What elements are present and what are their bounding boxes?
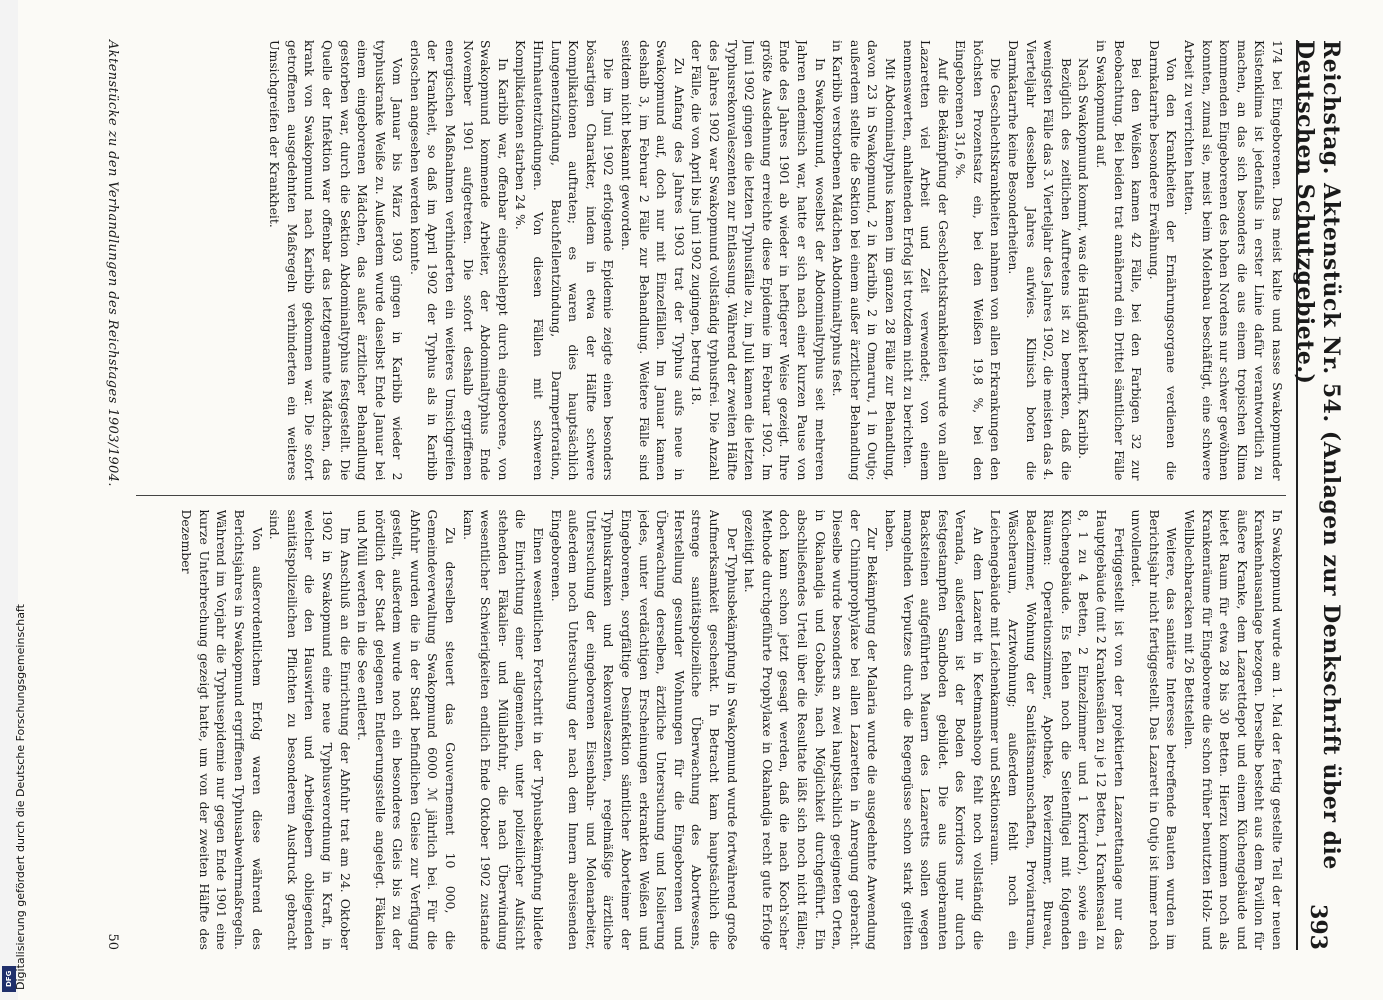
- paragraph: Weitere, das sanitäre Interesse betreffende Bauten wurden im Berichtsjahr nicht fertiggestellt. Das Lazarett in Outjo ist immer noch unvollendet.: [1129, 509, 1180, 950]
- paragraph: An dem Lazarett in Keetmanshoop fehlt noch vollständig die Veranda, außerdem ist der Boden des Korridors nur durch festgestampften Sandboden gebildet. Die aus ungebrannten Backsteinen aufgeführten Mauern des Lazaretts sollen wegen mangelnden Verputzes durch die Regengüsse schon stark gelitten haben.: [882, 509, 986, 950]
- right-column: [136, 510, 1286, 951]
- paragraph: Von außerordentlichem Erfolg waren diese während des Berichtsjahres in Swakopmund ergriffenen Typhusabwehrmaßregeln. Während im Vorjahr die Typhusepidemie nur gegen Ende 1901 eine kurze Unterbrechung gezeigt hatte, um von der zweiten Hälfte des Dezember: [179, 509, 265, 950]
- dfg-logo: DFG: [2, 966, 16, 992]
- digitization-credit-strip: [0, 0, 27, 1000]
- paragraph: Der Typhusbekämpfung in Swakopmund wurde fortwährend große Aufmerksamkeit geschenkt. In Betracht kam hauptsächlich die strenge sanitätspolizeiliche Überwachung des Abortwesens, Herstellung gesunder Wohnungen für die Eingeborenen und Überwachung derselben, ärztliche Untersuchung und Isolierung jedes, unter verdächtigen Erscheinungen erkrankten Weißen und Eingeborenen, sorgfältige Desinfektion sämtlicher Aborteimer der Typhuskranken und Rekonvaleszenten, regelmäßige ärztliche Untersuchung der eingeborenen Eisenbahn- und Molenarbeiter, außerdem noch Untersuchung der nach dem Innern abreisenden Eingeborenen.: [548, 509, 740, 950]
- paragraph: Zu derselben steuert das Gouvernement 10 000, die Gemeindeverwaltung Swakopmund 6000 ℳ jährlich bei. Für die Abfuhr wurden die in der Stadt befindlichen Gleise zur Verfügung gestellt, außerdem wurde noch ein besonderes Gleis bis zu der nördlich der Stadt gelegenen Entleerungsstelle angelegt. Fäkalien und Müll werden in die See entleert.: [355, 509, 459, 950]
- footer-signature-number: 50: [105, 933, 121, 950]
- paragraph: Auf die Bekämpfung der Geschlechtskrankheiten wurde von allen Lazaretten viel Arbeit und Zeit verwendet; von einem nennenswerten, anhaltenden Erfolg ist trotzdem nicht zu berichten.: [900, 40, 951, 481]
- left-column: [136, 40, 1286, 481]
- paragraph: Im Anschluß an die Einrichtung der Abfuhr trat am 24. Oktober 1902 in Swakopmund eine neue Typhusverordnung in Kraft, in welcher die den Hauswirten und Arbeitgebern obliegenden sanitätspolizeilichen Pflichten zu besonderem Ausdruck gebracht sind.: [267, 509, 353, 950]
- paragraph: Die im Juni 1902 erfolgende Epidemie zeigte einen besonders bösartigen Charakter, indem in etwa der Hälfte schwere Komplikationen auftraten; es waren dies hauptsächlich Lungenentzündung, Bauchfellentzündung, Darmperforation, Hirnhautentzündungen. Von diesen Fällen mit schweren Komplikationen starben 24 %.: [513, 40, 617, 481]
- paragraph: Nach Swakopmund kommt, was die Häufigkeit betrifft, Karibib.: [1076, 58, 1092, 460]
- rotated-document-page: [48, 40, 1344, 950]
- text-columns: [136, 40, 1286, 950]
- paragraph: Einen wesentlichen Fortschritt in der Typhusbekämpfung bildete die Einrichtung einer allgemeinen, unter polizeilicher Aufsicht stehenden Fäkalien- und Müllabfuhr, die nach Überwindung wesentlicher Schwierigkeiten endlich Ende Oktober 1902 zustande kam.: [460, 509, 547, 950]
- paragraph: Die Geschlechtskrankheiten nahmen von allen Erkrankungen den höchsten Prozentsatz ein, bei den Weißen 19,8 %, bei den Eingeborenen 31,6 %.: [953, 40, 1004, 481]
- paragraph: Zu Anfang des Jahres 1903 trat der Typhus aufs neue in Swakopmund auf, doch nur mit Einzelfällen. Im Januar kamen deshalb 3, im Februar 2 Fälle zur Behandlung. Weitere Fälle sind seitdem nicht bekannt geworden.: [619, 40, 687, 481]
- paragraph: 174 bei Eingeborenen. Das meist kalte und nasse Swakopmunder Küstenklima ist jedenfalls in erster Linie dafür verantwortlich zu machen, an das sich besonders die aus einem tropischen Klima kommenden Eingeborenen des hohen Nordens nur schwer gewöhnen konnten, zumal sie, meist beim Molenbau beschäftigt, eine schwere Arbeit zu verrichten hatten.: [1182, 40, 1285, 481]
- paragraph: In Swakopmund wurde am 1. Mai der fertig gestellte Teil der neuen Krankenhausanlage bezogen. Derselbe besteht aus dem Pavillon für äußere Kranke, dem Lazarettdepot und einem Küchengebäude und bietet Raum für etwa 28 bis 30 Betten. Hierzu kommen noch als Krankenräume für Eingeborene die schon früher benutzten Holz- und Wellblechbaracken mit 26 Bettstellen.: [1182, 509, 1285, 950]
- paragraph: Bei den Weißen kamen 42 Fälle, bei den Farbigen 32 zur Beobachtung. Bei beiden trat annähernd ein Drittel sämtlicher Fälle in Swakopmund auf.: [1094, 40, 1145, 481]
- paragraph: Fertiggestellt ist von der projektierten Lazarettanlage nur das Hauptgebäude (mit 2 Krankensälen zu je 12 Betten, 1 Krankensaal zu 8, 1 zu 4 Betten, 2 Einzelzimmer und 1 Korridor), sowie ein Küchengebäude. Es fehlen noch die Seitenflügel mit folgenden Räumen: Operationszimmer, Apotheke, Revierzimmer, Bureau, Badezimmer, Wohnung der Sanitätsmannschaften, Proviantraum, Wäscheraum, Arztwohnung; außerdem fehlt noch ein Leichengebäude mit Leichenkammer und Sektionsraum.: [988, 509, 1127, 950]
- paragraph: Bezüglich des zeitlichen Auftretens ist zu bemerken, daß die wenigsten Fälle das 3. Vierteljahr des Jahres 1902, die meisten das 4. Vierteljahr desselben Jahres aufwies. Klinisch boten die Darmkatarrhe keine Besonderheiten.: [1006, 40, 1074, 481]
- footer-source: Aktenstücke zu den Verhandlungen des Reichstages 1903/1904.: [105, 40, 121, 487]
- paragraph: Vom Januar bis März 1903 gingen in Karibib wieder 2 typhuskranke Weiße zu. Außerdem wurde daselbst Ende Januar bei einem eingeborenen Mädchen, das außer ärztlicher Behandlung gestorben war, durch die Sektion Abdominaltyphus festgestellt. Die Quelle der Infektion war offenbar das letztgenannte Mädchen, das krank von Swakopmund nach Karibib gekommen war. Die sofort getroffenen ausgedehnten Maßregeln verhinderten ein weiteres Umsichgreifen der Krankheit.: [267, 40, 406, 481]
- paragraph: Zur Bekämpfung der Malaria wurde die ausgedehnte Anwendung der Chininprophylaxe bei allen Lazaretten in Anregung gebracht. Dieselbe wurde besonders an zwei hauptsächlich geeigneten Orten, in Okahandja und Gobabis, nach Möglichkeit durchgeführt. Ein abschließendes Urteil über die Resultate läßt sich noch nicht fällen; doch kann schon jetzt gesagt werden, daß die nach Koch'scher Methode durchgeführte Prophylaxe in Okahandja recht gute Erfolge gezeitigt hat.: [742, 509, 881, 950]
- column-divider: [136, 495, 1286, 496]
- page-footer: [98, 40, 128, 950]
- page-header: [1292, 40, 1344, 950]
- paragraph: Mit Abdominaltyphus kamen im ganzen 28 Fälle zur Behandlung, davon 23 in Swakopmund, 2 in Karibib, 2 in Omaruru, 1 in Outjo; außerdem stellte die Sektion bei einem außer ärztlicher Behandlung in Karibib verstorbenen Mädchen Abdominaltyphus fest.: [830, 40, 898, 481]
- paragraph: In Swakopmund, woselbst der Abdominaltyphus seit mehreren Jahren endemisch war, hatte er sich nach einer kurzen Pause von Ende des Jahres 1901 ab wieder in heftigerer Weise gezeigt. Ihre größte Ausdehnung erreichte diese Epidemie im Februar 1902. Im Juni 1902 gingen die letzten Typhusfälle zu, im Juli kamen die letzten Typhusrekonvaleszenten zur Entlassung. Während der zweiten Hälfte des Jahres 1902 war Swakopmund vollständig typhusfrei. Die Anzahl der Fälle, die von April bis Juni 1902 zugingen, betrug 18.: [689, 40, 828, 481]
- page-number: 393: [1305, 904, 1331, 950]
- paragraph: Von den Krankheiten der Ernährungsorgane verdienen die Darmkatarrhe besondere Erwähnung.: [1146, 40, 1180, 481]
- digitization-credit: Digitalisierung gefördert durch die Deutsche Forschungsgemeinschaft: [14, 604, 27, 990]
- paragraph: In Karibib war, offenbar eingeschleppt durch eingeborene, von Swakopmund kommende Arbeiter, der Abdominaltyphus Ende November 1901 aufgetreten. Die sofort deshalb ergriffenen energischen Maßnahmen verhinderten ein weiteres Umsichgreifen der Krankheit, so daß im April 1902 der Typhus als in Karibib erloschen angesehen werden konnte.: [407, 40, 511, 481]
- page-title: Reichstag. Aktenstück Nr. 54. (Anlagen zur Denkschrift über die Deutschen Schutzgebiete.): [1292, 40, 1344, 870]
